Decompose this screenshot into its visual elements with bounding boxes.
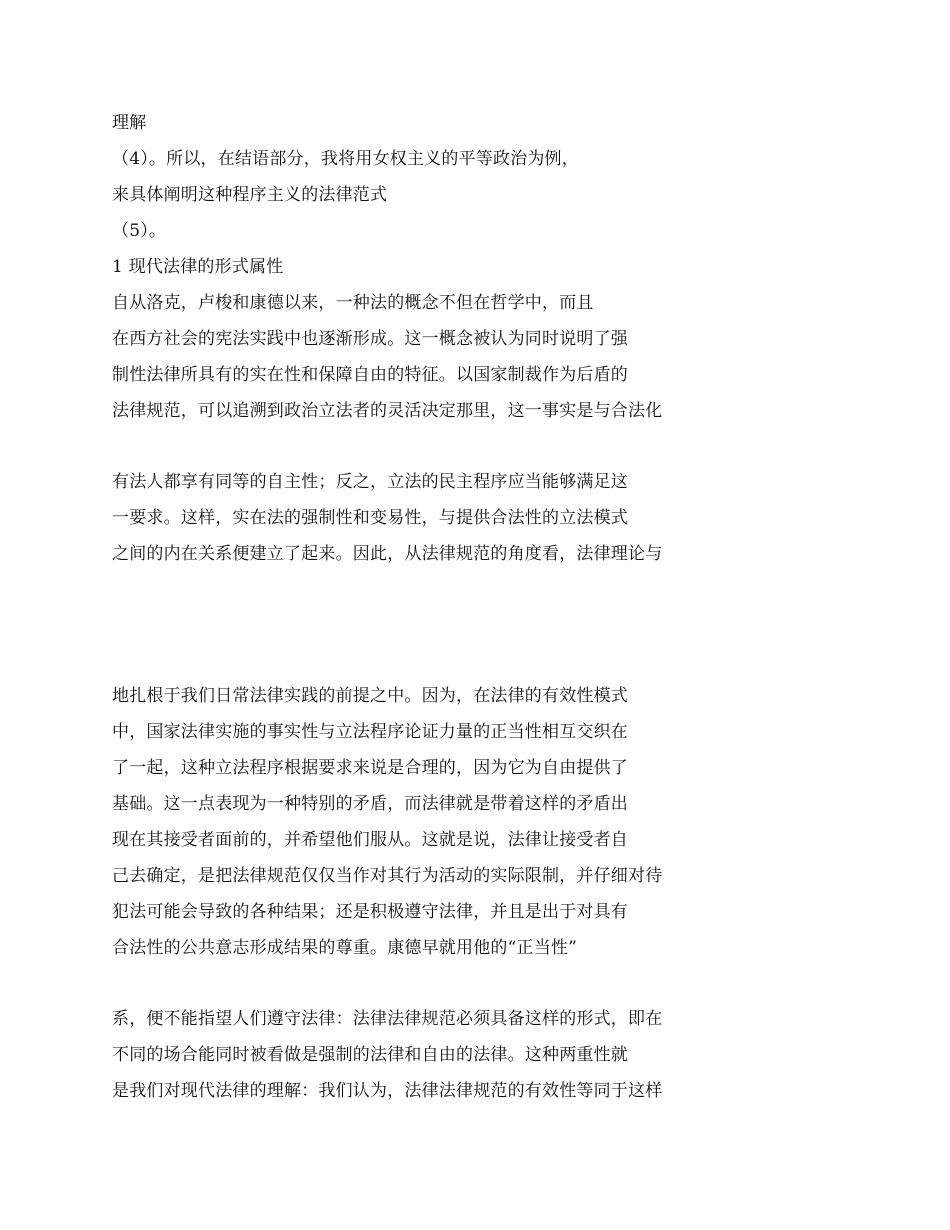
text-line: 系，便不能指望人们遵守法律：法律法律规范必须具备这样的形式，即在 xyxy=(112,1009,663,1029)
text-line: （5）。 xyxy=(112,221,167,241)
text-line: 之间的内在关系便建立了起来。因此，从法律规范的角度看，法律理论与 xyxy=(112,544,663,564)
text-line: 理解 xyxy=(112,113,147,133)
text-line: 在西方社会的宪法实践中也逐渐形成。这一概念被认为同时说明了强 xyxy=(112,329,628,349)
text-line: 地扎根于我们日常法律实践的前提之中。因为，在法律的有效性模式 xyxy=(112,686,628,706)
text-line: 现在其接受者面前的，并希望他们服从。这就是说，法律让接受者自 xyxy=(112,830,628,850)
text-line: 是我们对现代法律的理解：我们认为，法律法律规范的有效性等同于这样 xyxy=(112,1081,663,1101)
text-line: 了一起，这种立法程序根据要求来说是合理的，因为它为自由提供了 xyxy=(112,758,628,778)
text-line: 基础。这一点表现为一种特别的矛盾，而法律就是带着这样的矛盾出 xyxy=(112,794,628,814)
text-line: 一要求。这样，实在法的强制性和变易性，与提供合法性的立法模式 xyxy=(112,508,628,528)
text-line: 不同的场合能同时被看做是强制的法律和自由的法律。这种两重性就 xyxy=(112,1045,628,1065)
text-line: 制性法律所具有的实在性和保障自由的特征。以国家制裁作为后盾的 xyxy=(112,365,628,385)
text-line: 法律规范，可以追溯到政治立法者的灵活决定那里，这一事实是与合法化 xyxy=(112,401,663,421)
text-line: 自从洛克，卢梭和康德以来，一种法的概念不但在哲学中，而且 xyxy=(112,293,594,313)
text-line: 犯法可能会导致的各种结果；还是积极遵守法律，并且是出于对具有 xyxy=(112,902,628,922)
text-line: 己去确定，是把法律规范仅仅当作对其行为活动的实际限制，并仔细对待 xyxy=(112,866,663,886)
section-heading: 1 现代法律的形式属性 xyxy=(112,257,284,277)
text-line: 有法人都享有同等的自主性；反之，立法的民主程序应当能够满足这 xyxy=(112,472,628,492)
text-line: 合法性的公共意志形成结果的尊重。康德早就用他的“正当性” xyxy=(112,938,577,958)
text-line: （4）。所以，在结语部分，我将用女权主义的平等政治为例， xyxy=(112,149,579,169)
text-line: 中，国家法律实施的事实性与立法程序论证力量的正当性相互交织在 xyxy=(112,722,628,742)
text-line: 来具体阐明这种程序主义的法律范式 xyxy=(112,185,388,205)
